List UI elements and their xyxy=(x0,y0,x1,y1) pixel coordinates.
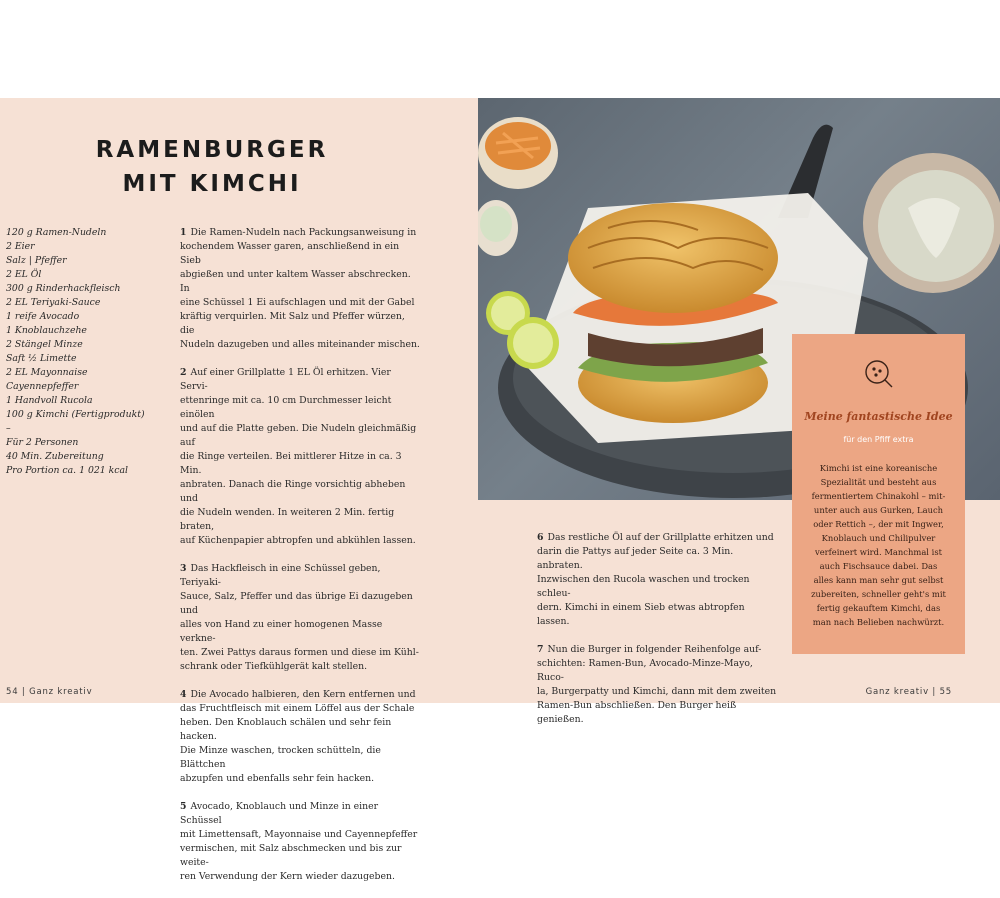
step-line: Die Minze waschen, trocken schütteln, die Blättchen xyxy=(180,745,381,770)
ingredient-item: 2 EL Öl xyxy=(6,269,42,280)
step-number: 7 xyxy=(537,644,544,655)
step-line: Die Ramen-Nudeln nach Packungsanweisung in xyxy=(190,227,417,238)
step-line: auf Küchenpapier abtropfen und abkühlen lassen. xyxy=(180,535,416,546)
title-line-2: MIT KIMCHI xyxy=(122,171,302,197)
method-step-2 xyxy=(180,366,420,548)
step-number: 5 xyxy=(180,801,187,812)
step-line: alles von Hand zu einer homogenen Masse verkne- xyxy=(180,619,383,644)
method-step-5 xyxy=(180,800,420,884)
step-line: die Ringe verteilen. Bei mittlerer Hitze in ca. 3 Min. xyxy=(180,451,402,476)
step-number: 1 xyxy=(180,227,187,238)
step-line: Nudeln dazugeben und alles miteinander mischen. xyxy=(180,339,420,350)
idea-bulb-icon xyxy=(861,356,895,390)
method-step-4 xyxy=(180,688,420,786)
idea-line: Spezialität und besteht aus xyxy=(820,477,937,487)
idea-title: Meine fantastische Idee xyxy=(804,410,953,423)
lime-slices xyxy=(486,291,559,369)
idea-line: verfeinert wird. Manchmal ist xyxy=(814,547,942,557)
mayo-bowl xyxy=(478,200,518,256)
ingredient-item: Saft ½ Limette xyxy=(6,353,77,364)
idea-line: auch Fischsauce dabei. Das xyxy=(819,561,938,571)
page-footer-right: Ganz kreativ | 55 xyxy=(865,687,952,697)
step-line: schrank oder Tiefkühlgerät kalt stellen. xyxy=(180,661,368,672)
ingredient-item: 2 EL Mayonnaise xyxy=(6,367,88,378)
ingredient-item: 2 Eier xyxy=(6,241,35,252)
step-line: eine Schüssel 1 Ei aufschlagen und mit der Gabel xyxy=(180,297,415,308)
ingredient-item: 2 EL Teriyaki-Sauce xyxy=(6,297,101,308)
idea-line: fermentiertem Chinakohl – mit- xyxy=(811,491,946,501)
ingredient-item: 1 reife Avocado xyxy=(6,311,80,322)
servings-info: Für 2 Personen xyxy=(6,437,79,448)
idea-line: zubereiten, schneller geht's mit xyxy=(811,589,946,599)
method-step-3 xyxy=(180,562,420,674)
step-line: ten. Zwei Pattys daraus formen und diese im Kühl- xyxy=(180,647,419,658)
ingredient-item: 300 g Rinderhackfleisch xyxy=(6,283,121,294)
idea-line: fertig gekauftem Kimchi, das xyxy=(816,603,941,613)
idea-line: alles kann man sehr gut selbst xyxy=(813,575,944,585)
step-line: Das Hackfleisch in eine Schüssel geben, Teriyaki- xyxy=(180,563,381,588)
step-line: die Nudeln wenden. In weiteren 2 Min. fertig braten, xyxy=(180,507,395,532)
ingredient-item: 120 g Ramen-Nudeln xyxy=(6,227,107,238)
method-column-left xyxy=(180,226,420,898)
step-number: 2 xyxy=(180,367,187,378)
step-number: 6 xyxy=(537,532,544,543)
recipe-title xyxy=(62,133,362,201)
book-spread xyxy=(0,98,1000,882)
ingredient-list xyxy=(6,226,166,478)
step-line: Auf einer Grillplatte 1 EL Öl erhitzen. Vier Servi- xyxy=(180,367,391,392)
method-step-1 xyxy=(180,226,420,352)
idea-box xyxy=(792,334,965,654)
idea-line: oder Rettich –, der mit Ingwer, xyxy=(813,519,944,529)
step-line: Sauce, Salz, Pfeffer und das übrige Ei dazugeben und xyxy=(180,591,413,616)
step-line: la, Burgerpatty und Kimchi, dann mit dem zweiten xyxy=(537,686,777,697)
step-line: und auf die Platte geben. Die Nudeln gleichmäßig auf xyxy=(180,423,417,448)
prep-time-info: 40 Min. Zubereitung xyxy=(6,451,104,462)
sauce-bowl xyxy=(863,153,1000,293)
step-line: vermischen, mit Salz abschmecken und bis zur weite- xyxy=(180,843,402,868)
step-line: Nun die Burger in folgender Reihenfolge auf- xyxy=(547,644,762,655)
step-line: abgießen und unter kaltem Wasser abschrecken. In xyxy=(180,269,411,294)
step-line: heben. Den Knoblauch schälen und sehr fein hacken. xyxy=(180,717,392,742)
calories-info: Pro Portion ca. 1 021 kcal xyxy=(6,465,129,476)
ingredient-item: 1 Knoblauchzehe xyxy=(6,325,87,336)
step-line: kochendem Wasser garen, anschließend in ein Sieb xyxy=(180,241,400,266)
step-line: dern. Kimchi in einem Sieb etwas abtropfen lassen. xyxy=(537,602,745,627)
step-line: abzupfen und ebenfalls sehr fein hacken. xyxy=(180,773,375,784)
page-footer-left: 54 | Ganz kreativ xyxy=(6,687,93,697)
ramen-burger xyxy=(568,203,778,423)
ingredient-item: Salz | Pfeffer xyxy=(6,255,67,266)
ingredient-item: Cayennepfeffer xyxy=(6,381,79,392)
idea-line: Knoblauch und Chilipulver xyxy=(821,533,936,543)
idea-text xyxy=(804,461,953,629)
title-line-1: RAMENBURGER xyxy=(95,137,329,163)
step-number: 3 xyxy=(180,563,187,574)
step-line: Das restliche Öl auf der Grillplatte erhitzen und xyxy=(547,532,774,543)
carrot-bowl xyxy=(478,117,558,189)
step-line: darin die Pattys auf jeder Seite ca. 3 Min. anbraten. xyxy=(537,546,734,571)
step-line: mit Limettensaft, Mayonnaise und Cayennepfeffer xyxy=(180,829,418,840)
ingredient-item: 100 g Kimchi (Fertigprodukt) xyxy=(6,409,145,420)
step-line: Die Avocado halbieren, den Kern entfernen und xyxy=(190,689,416,700)
step-line: ettenringe mit ca. 10 cm Durchmesser leicht einölen xyxy=(180,395,392,420)
step-line: Ramen-Bun abschließen. Den Burger heiß genießen. xyxy=(537,700,737,725)
step-line: das Fruchtfleisch mit einem Löffel aus der Schale xyxy=(180,703,415,714)
method-column-right xyxy=(537,531,777,741)
step-number: 4 xyxy=(180,689,187,700)
step-line: anbraten. Danach die Ringe vorsichtig abheben und xyxy=(180,479,406,504)
idea-line: Kimchi ist eine koreanische xyxy=(819,463,938,473)
ingredient-separator: – xyxy=(6,423,11,434)
idea-line: unter auch aus Gurken, Lauch xyxy=(813,505,944,515)
step-line: Inzwischen den Rucola waschen und trocken schleu- xyxy=(537,574,750,599)
step-line: kräftig verquirlen. Mit Salz und Pfeffer würzen, die xyxy=(180,311,405,336)
step-line: ren Verwendung der Kern wieder dazugeben. xyxy=(180,871,395,882)
method-step-6 xyxy=(537,531,777,629)
step-line: Avocado, Knoblauch und Minze in einer Schüssel xyxy=(180,801,379,826)
step-line: schichten: Ramen-Bun, Avocado-Minze-Mayo, Ruco- xyxy=(537,658,753,683)
method-step-7 xyxy=(537,643,777,727)
idea-line: man nach Belieben nachwürzt. xyxy=(812,617,945,627)
ingredient-item: 1 Handvoll Rucola xyxy=(6,395,93,406)
ingredient-item: 2 Stängel Minze xyxy=(6,339,83,350)
idea-subtitle: für den Pfiff extra xyxy=(843,435,914,444)
